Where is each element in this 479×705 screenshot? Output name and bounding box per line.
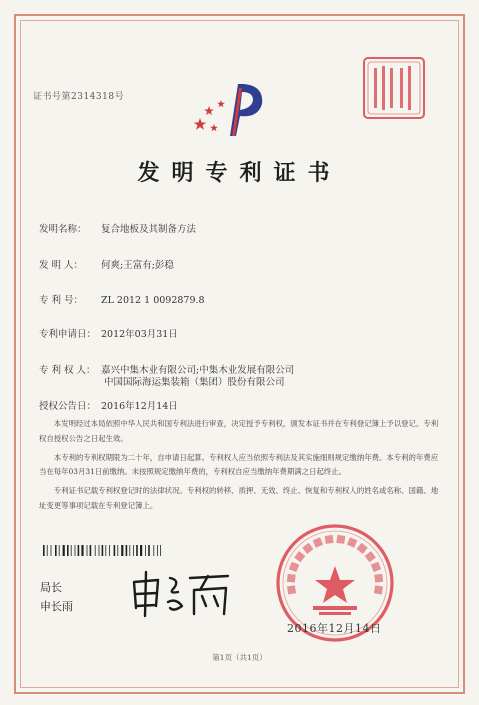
barcode-bar — [105, 545, 106, 556]
seal-glyph — [347, 537, 357, 547]
barcode-bar — [140, 545, 142, 556]
field-label: 发 明 人： — [39, 260, 84, 271]
barcode-bar — [59, 545, 60, 556]
field-label: 发明名称： — [39, 224, 87, 235]
field-value: ZL 2012 1 0092879.8 — [101, 295, 205, 306]
field-patentee-line2: 中国国际海运集装箱（集团）股份有限公司 — [104, 377, 285, 388]
body-paragraph: 本发明经过本局依照中华人民共和国专利法进行审查，决定授予专利权，颁发本证书并在专利登记簿上予以登记。专利权自授权公告之日起生效。 — [39, 419, 439, 443]
barcode-bar — [117, 545, 118, 556]
barcode-bar — [81, 545, 83, 556]
barcode-bar — [157, 545, 158, 556]
barcode-bar — [102, 545, 104, 556]
barcode-bar — [51, 545, 52, 556]
barcode-bar — [67, 545, 69, 556]
barcode-bar — [63, 545, 65, 556]
barcode-bar — [47, 545, 48, 556]
barcode-bar — [136, 545, 138, 556]
barcode-bar — [153, 545, 154, 556]
field-grant-date — [39, 398, 178, 412]
seal-glyph — [289, 562, 299, 572]
barcode-bar — [126, 545, 128, 556]
barcode-bar — [109, 545, 110, 556]
issue-date: 2016年12月14日 — [287, 622, 382, 635]
barcode-bar — [114, 545, 116, 556]
field-value: 嘉兴中集木业有限公司;中集木业发展有限公司 — [101, 365, 295, 376]
field-value: 2016年12月14日 — [101, 401, 178, 412]
director-block — [40, 578, 73, 616]
seal-glyph — [357, 543, 368, 554]
barcode-bar — [95, 545, 96, 556]
director-name: 申长雨 — [40, 600, 73, 613]
seal-glyph — [374, 585, 383, 594]
barcode-bar — [75, 545, 76, 556]
patent-office-emblem-icon — [192, 78, 272, 140]
page-number: 第1页（共1页） — [212, 653, 267, 662]
seal-glyph — [302, 543, 313, 554]
seal-glyph — [313, 537, 323, 547]
certificate-title: 发明专利证书 — [137, 160, 342, 186]
seal-glyph — [287, 585, 296, 594]
barcode-bar — [129, 545, 130, 556]
seal-glyph — [294, 551, 305, 562]
seal-glyph — [371, 562, 381, 572]
seal-glyph — [374, 574, 383, 583]
barcode-bar — [121, 545, 123, 556]
seal-glyph — [336, 535, 345, 544]
barcode-bar — [55, 545, 57, 556]
field-inventors — [39, 257, 174, 271]
barcode — [43, 545, 161, 556]
barcode-bar — [160, 545, 161, 556]
field-application-date — [39, 326, 178, 340]
field-invention-name — [39, 221, 196, 235]
body-paragraph: 专利证书记载专利权登记时的法律状况。专利权的转移、质押、无效、终止、恢复和专利权人的姓名或名称、国籍、地址变更等事项记载在专利登记簿上。 — [39, 486, 439, 510]
seal-glyph — [287, 574, 296, 583]
field-label: 专 利 号： — [39, 295, 84, 306]
field-value: 复合地板及其制备方法 — [101, 224, 197, 235]
barcode-bar — [87, 545, 88, 556]
barcode-bar — [99, 545, 100, 556]
barcode-bar — [43, 545, 45, 556]
barcode-bar — [145, 545, 146, 556]
field-value: 2012年03月31日 — [101, 329, 178, 340]
barcode-bar — [148, 545, 150, 556]
agency-seal-icon — [356, 50, 432, 126]
field-label: 专利申请日： — [39, 329, 97, 340]
seal-glyph — [365, 551, 376, 562]
barcode-bar — [90, 545, 92, 556]
seal-glyph — [325, 535, 334, 544]
certificate-number: 证书号第2314318号 — [33, 92, 125, 102]
director-signature — [128, 568, 236, 618]
barcode-bar — [71, 545, 72, 556]
field-value: 何爽;王富有;彭稳 — [101, 260, 174, 271]
field-label: 专 利 权 人： — [39, 365, 96, 376]
barcode-bar — [133, 545, 134, 556]
director-title: 局长 — [40, 581, 62, 594]
field-label: 授权公告日： — [39, 401, 97, 412]
body-paragraph: 本专利的专利权期限为二十年，自申请日起算。专利权人应当依照专利法及其实施细则规定缴纳年费。本专利的年费应当在每年03月31日前缴纳。未按照规定缴纳年费的，专利权自应当缴纳年费期满之日起终止。 — [39, 452, 439, 477]
field-patent-number — [39, 292, 205, 306]
certificate-body — [39, 417, 441, 518]
barcode-bar — [78, 545, 80, 556]
